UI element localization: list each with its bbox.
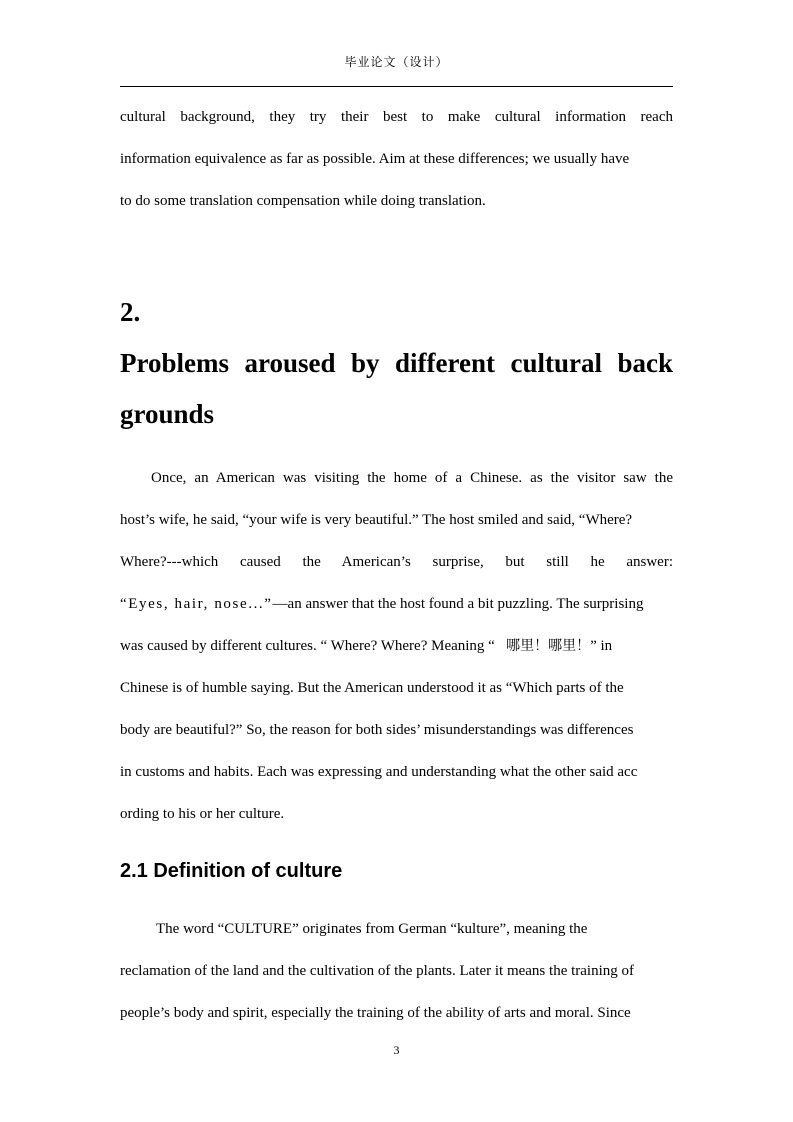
text-line: body are beautiful?” So, the reason for both sides’ misunderstandings was differences (120, 722, 634, 738)
subsection-heading: 2.1 Definition of culture (120, 860, 343, 882)
section-title-line: Problems aroused by different cultural back (120, 348, 673, 378)
text-fragment: ” in (590, 638, 613, 654)
text-line: cultural background, they try their best to make cultural information reach (120, 109, 673, 125)
text-line: information equivalence as far as possible. Aim at these differences; we usually have (120, 151, 630, 167)
chinese-phrase: 哪里！哪里！ (506, 638, 591, 654)
text-line (120, 625, 673, 667)
text-line: in customs and habits. Each was expressing and understanding what the other said acc (120, 764, 638, 780)
text-line: Once, an American was visiting the home of a Chinese. as the visitor saw the (151, 470, 673, 486)
text-fragment: was caused by different cultures. “ Where? Where? Meaning “ (120, 638, 495, 654)
paragraph-intro (120, 96, 673, 222)
page-header: 毕业论文（设计） (344, 55, 449, 69)
text-line: Chinese is of humble saying. But the American understood it as “Which parts of the (120, 680, 624, 696)
section-heading (120, 287, 673, 440)
paragraph-story (120, 457, 673, 835)
page-number: 3 (393, 1043, 400, 1057)
text-line: The word “CULTURE” originates from German “kulture”, meaning the (156, 921, 588, 937)
section-title-line: grounds (120, 399, 215, 429)
text-line: people’s body and spirit, especially the training of the ability of arts and moral. Since (120, 1005, 631, 1021)
text-line: to do some translation compensation while doing translation. (120, 193, 486, 209)
paragraph-culture (120, 908, 673, 1034)
text-line: host’s wife, he said, “your wife is very beautiful.” The host smiled and said, “Where? (120, 512, 633, 528)
text-line: ording to his or her culture. (120, 806, 285, 822)
text-line: Where?---which caused the American’s surprise, but still he answer: (120, 554, 673, 570)
text-line: reclamation of the land and the cultivation of the plants. Later it means the training of (120, 963, 634, 979)
header-rule (120, 86, 673, 87)
quoted-answer: “Eyes, hair, nose...” (120, 596, 273, 612)
text-line (120, 583, 673, 625)
section-number: 2. (120, 297, 141, 327)
text-fragment: —an answer that the host found a bit puzzling. The surprising (272, 596, 644, 612)
